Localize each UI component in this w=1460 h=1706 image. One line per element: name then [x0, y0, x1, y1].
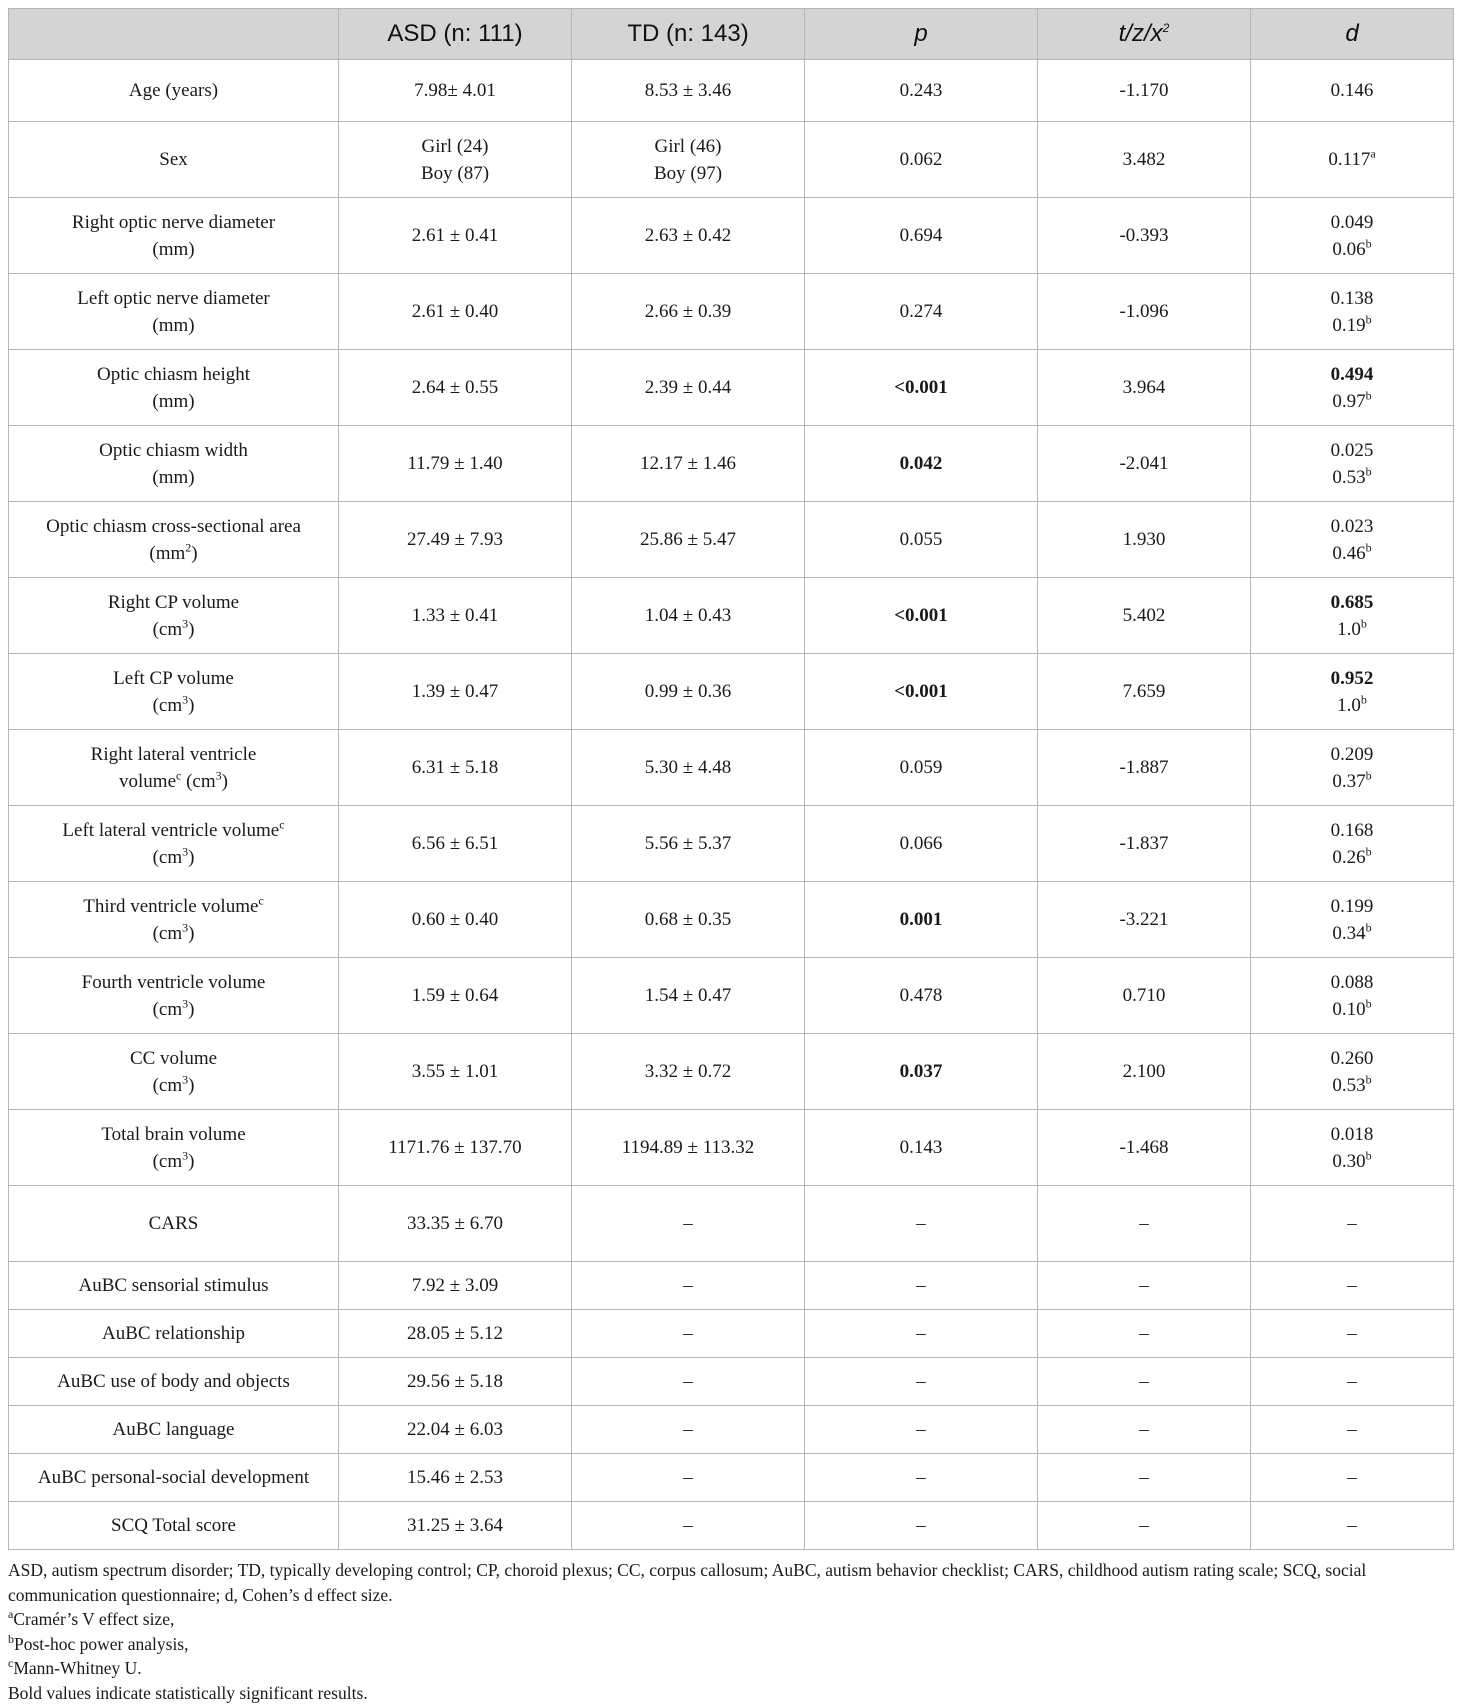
table-row: [9, 654, 1454, 730]
d-value-line: –: [1347, 1371, 1357, 1392]
row-label-line: AuBC use of body and objects: [57, 1371, 290, 1392]
d-value: [1251, 1358, 1454, 1406]
table-row: [9, 1310, 1454, 1358]
asd-value-line: 22.04 ± 6.03: [407, 1419, 503, 1440]
row-label-line: $(cm^3)$: [152, 1072, 195, 1096]
td-value-line: 0.99 ± 0.36: [644, 681, 732, 702]
stat-value: -0.393: [1038, 198, 1251, 274]
row-label: [9, 1406, 339, 1454]
table-row: [9, 1186, 1454, 1262]
row-label-line: volume$^c$ $(cm^3)$: [119, 768, 228, 792]
td-value: [572, 730, 805, 806]
d-value-line: 0.199: [1330, 895, 1374, 917]
row-label-line: Sex: [159, 149, 188, 170]
td-value-line: 12.17 ± 1.46: [640, 453, 736, 474]
asd-value-line: 1.59 ± 0.64: [411, 985, 499, 1006]
p-value: <0.001: [805, 654, 1038, 730]
asd-value: [339, 1358, 572, 1406]
row-label-line: CARS: [148, 1213, 199, 1234]
d-value-line: 0.023: [1330, 515, 1374, 537]
row-label-line: Left CP volume: [113, 667, 234, 689]
header-asd: ASD (n: 111): [339, 9, 572, 60]
td-value-line: –: [683, 1371, 693, 1392]
asd-value: [339, 882, 572, 958]
d-value: [1251, 1310, 1454, 1358]
td-value-line: 0.68 ± 0.35: [644, 909, 732, 930]
table-row: [9, 1110, 1454, 1186]
td-value-line: 25.86 ± 5.47: [640, 529, 736, 550]
header-stat: $t/z/x^2$: [1038, 9, 1251, 60]
header-d: d: [1251, 9, 1454, 60]
d-value-line: 0.168: [1330, 819, 1374, 841]
td-value-line: –: [683, 1515, 693, 1536]
row-label: [9, 198, 339, 274]
stat-value: -1.837: [1038, 806, 1251, 882]
d-value-line: –: [1347, 1213, 1357, 1234]
header-row: [9, 9, 1454, 60]
footnote-c: $^c$Mann-Whitney U.: [8, 1656, 142, 1679]
d-value-line: 0.018: [1330, 1123, 1374, 1145]
p-value: 0.478: [805, 958, 1038, 1034]
stat-value: –: [1038, 1186, 1251, 1262]
td-value-line: 8.53 ± 3.46: [644, 80, 732, 101]
asd-value: [339, 1310, 572, 1358]
td-value-line: 5.56 ± 5.37: [644, 833, 732, 854]
td-value-line: Boy (97): [653, 162, 723, 184]
asd-value-line: 15.46 ± 2.53: [407, 1467, 503, 1488]
row-label-line: Third ventricle volume$^c$: [83, 893, 264, 917]
row-label: [9, 1034, 339, 1110]
asd-value-line: 6.31 ± 5.18: [411, 757, 499, 778]
row-label-line: $(mm^2)$: [149, 540, 198, 564]
td-value: [572, 122, 805, 198]
stat-value: –: [1038, 1262, 1251, 1310]
row-label: [9, 1502, 339, 1550]
td-value-line: –: [683, 1467, 693, 1488]
asd-value-line: 1.39 ± 0.47: [411, 681, 499, 702]
d-value-line: 1.0$^b$: [1337, 692, 1367, 716]
asd-value: [339, 1034, 572, 1110]
p-value: 0.274: [805, 274, 1038, 350]
stat-value: 3.482: [1038, 122, 1251, 198]
td-value-line: 1194.89 ± 113.32: [621, 1137, 755, 1158]
row-label-line: (mm): [152, 314, 195, 336]
stat-value: 7.659: [1038, 654, 1251, 730]
footnote-abbreviations: ASD, autism spectrum disorder; TD, typically developing control; CP, choroid plexus; CC, corpus callosum; AuBC, autism behavior checklist; CARS, childhood autism rating scale; SCQ, social communication questionnaire; d, Cohen’s d effect size.: [8, 1560, 1367, 1605]
stat-value: 0.710: [1038, 958, 1251, 1034]
d-value: [1251, 1186, 1454, 1262]
p-value: –: [805, 1310, 1038, 1358]
d-value-line: –: [1347, 1323, 1357, 1344]
td-value: [572, 1262, 805, 1310]
asd-value: [339, 502, 572, 578]
results-table: [8, 8, 1454, 1550]
d-value: [1251, 426, 1454, 502]
stat-value: –: [1038, 1454, 1251, 1502]
td-value-line: –: [683, 1323, 693, 1344]
d-value-line: 0.049: [1330, 211, 1374, 233]
p-value: 0.694: [805, 198, 1038, 274]
header-td: TD (n: 143): [572, 9, 805, 60]
row-label: [9, 1310, 339, 1358]
row-label-line: (mm): [152, 390, 195, 412]
td-value: [572, 1034, 805, 1110]
asd-value-line: 29.56 ± 5.18: [407, 1371, 503, 1392]
d-value-line: 0.97$^b$: [1332, 388, 1372, 412]
stat-value: -1.096: [1038, 274, 1251, 350]
p-value: 0.143: [805, 1110, 1038, 1186]
d-value-line: 0.494: [1330, 363, 1374, 385]
asd-value-line: 1.33 ± 0.41: [411, 605, 499, 626]
asd-value: [339, 1406, 572, 1454]
d-value-line: 0.37$^b$: [1332, 768, 1372, 792]
p-value: 0.243: [805, 60, 1038, 122]
d-value: [1251, 882, 1454, 958]
asd-value: [339, 274, 572, 350]
td-value-line: 1.04 ± 0.43: [644, 605, 732, 626]
header-p: p: [805, 9, 1038, 60]
d-value: [1251, 1110, 1454, 1186]
td-value: [572, 1502, 805, 1550]
row-label-line: (mm): [152, 238, 195, 260]
row-label: [9, 1186, 339, 1262]
row-label: [9, 502, 339, 578]
table-row: [9, 350, 1454, 426]
d-value-line: 0.260: [1330, 1047, 1374, 1069]
row-label-line: SCQ Total score: [111, 1515, 236, 1536]
asd-value-line: 2.61 ± 0.41: [411, 225, 499, 246]
row-label-line: Optic chiasm cross-sectional area: [46, 515, 301, 537]
d-value-line: 0.117$^a$: [1328, 146, 1376, 170]
p-value: 0.062: [805, 122, 1038, 198]
d-value-line: 0.138: [1330, 287, 1374, 309]
asd-value-line: 3.55 ± 1.01: [411, 1061, 499, 1082]
row-label: [9, 122, 339, 198]
td-value-line: –: [683, 1213, 693, 1234]
table-row: [9, 1502, 1454, 1550]
d-value-line: –: [1347, 1275, 1357, 1296]
stat-value: 3.964: [1038, 350, 1251, 426]
d-value: [1251, 578, 1454, 654]
row-label: [9, 274, 339, 350]
asd-value-line: 27.49 ± 7.93: [407, 529, 503, 550]
row-label-line: $(cm^3)$: [152, 920, 195, 944]
asd-value-line: 11.79 ± 1.40: [407, 453, 503, 474]
asd-value: [339, 730, 572, 806]
td-value-line: 3.32 ± 0.72: [644, 1061, 732, 1082]
table-row: [9, 958, 1454, 1034]
row-label: [9, 578, 339, 654]
td-value: [572, 1310, 805, 1358]
stat-value: -1.170: [1038, 60, 1251, 122]
td-value: [572, 1454, 805, 1502]
d-value-line: 0.34$^b$: [1332, 920, 1372, 944]
td-value: [572, 198, 805, 274]
table-row: [9, 1358, 1454, 1406]
row-label: [9, 958, 339, 1034]
table-row: [9, 1034, 1454, 1110]
row-label: [9, 654, 339, 730]
asd-value: [339, 1110, 572, 1186]
td-value: [572, 806, 805, 882]
d-value-line: 0.088: [1330, 971, 1374, 993]
footnote-bold-note: Bold values indicate statistically significant results.: [8, 1682, 368, 1703]
asd-value: [339, 1262, 572, 1310]
row-label-line: (mm): [152, 466, 195, 488]
stat-value: -1.468: [1038, 1110, 1251, 1186]
asd-value: [339, 1454, 572, 1502]
stat-value: 2.100: [1038, 1034, 1251, 1110]
row-label: [9, 60, 339, 122]
td-value: [572, 502, 805, 578]
d-value-line: 0.53$^b$: [1332, 1072, 1372, 1096]
d-value-line: 0.146: [1330, 80, 1374, 101]
p-value: –: [805, 1358, 1038, 1406]
td-value-line: 2.66 ± 0.39: [644, 301, 732, 322]
d-value: [1251, 654, 1454, 730]
stat-value: -1.887: [1038, 730, 1251, 806]
td-value: [572, 654, 805, 730]
d-value: [1251, 60, 1454, 122]
d-value: [1251, 122, 1454, 198]
row-label-line: CC volume: [129, 1047, 218, 1069]
td-value: [572, 882, 805, 958]
p-value: –: [805, 1502, 1038, 1550]
td-value-line: 5.30 ± 4.48: [644, 757, 732, 778]
d-value-line: 0.53$^b$: [1332, 464, 1372, 488]
asd-value-line: 2.64 ± 0.55: [411, 377, 499, 398]
p-value: 0.001: [805, 882, 1038, 958]
asd-value-line: 7.98± 4.01: [414, 80, 496, 101]
d-value: [1251, 502, 1454, 578]
row-label: [9, 1454, 339, 1502]
table-row: [9, 1262, 1454, 1310]
row-label-line: Right lateral ventricle: [90, 743, 257, 765]
asd-value: [339, 198, 572, 274]
row-label-line: $(cm^3)$: [152, 996, 195, 1020]
p-value: –: [805, 1186, 1038, 1262]
td-value: [572, 958, 805, 1034]
row-label-line: Age (years): [128, 80, 219, 101]
footnote-a: $^a$Cramér’s V effect size,: [8, 1607, 175, 1630]
asd-value-line: 31.25 ± 3.64: [407, 1515, 503, 1536]
p-value: <0.001: [805, 350, 1038, 426]
d-value: [1251, 1502, 1454, 1550]
td-value: [572, 426, 805, 502]
table-row: [9, 882, 1454, 958]
row-label: [9, 882, 339, 958]
asd-value-line: 7.92 ± 3.09: [411, 1275, 499, 1296]
table-row: [9, 578, 1454, 654]
row-label: [9, 730, 339, 806]
td-value-line: Girl (46): [654, 135, 722, 157]
asd-value: [339, 806, 572, 882]
table-row: [9, 730, 1454, 806]
d-value-line: –: [1347, 1419, 1357, 1440]
d-value-line: 0.19$^b$: [1332, 312, 1372, 336]
row-label-line: Fourth ventricle volume: [81, 971, 266, 993]
p-value: 0.066: [805, 806, 1038, 882]
td-value: [572, 350, 805, 426]
row-label-line: $(cm^3)$: [152, 844, 195, 868]
table-footnotes: [8, 1558, 1453, 1706]
stat-value: –: [1038, 1502, 1251, 1550]
d-value-line: 0.10$^b$: [1332, 996, 1372, 1020]
d-value: [1251, 958, 1454, 1034]
table-row: [9, 60, 1454, 122]
asd-value: [339, 578, 572, 654]
row-label-line: Right CP volume: [107, 591, 240, 613]
td-value-line: 1.54 ± 0.47: [644, 985, 732, 1006]
asd-value: [339, 122, 572, 198]
row-label-line: Optic chiasm width: [99, 439, 248, 461]
stat-value: -2.041: [1038, 426, 1251, 502]
stat-value: -3.221: [1038, 882, 1251, 958]
row-label-line: Right optic nerve diameter: [71, 211, 276, 233]
row-label: [9, 426, 339, 502]
row-label-line: Left lateral ventricle volume$^c$: [62, 817, 285, 841]
stat-value: 5.402: [1038, 578, 1251, 654]
asd-value: [339, 1186, 572, 1262]
stat-value: –: [1038, 1310, 1251, 1358]
td-value: [572, 1110, 805, 1186]
d-value: [1251, 1034, 1454, 1110]
p-value: –: [805, 1406, 1038, 1454]
asd-value-line: 33.35 ± 6.70: [407, 1213, 503, 1234]
row-label-line: AuBC sensorial stimulus: [78, 1275, 269, 1296]
asd-value-line: 0.60 ± 0.40: [411, 909, 499, 930]
td-value-line: 2.63 ± 0.42: [644, 225, 732, 246]
td-value: [572, 60, 805, 122]
asd-value-line: 28.05 ± 5.12: [407, 1323, 503, 1344]
row-label-line: Left optic nerve diameter: [77, 287, 270, 309]
d-value-line: –: [1347, 1467, 1357, 1488]
asd-value-line: Girl (24): [421, 135, 489, 157]
row-label-line: $(cm^3)$: [152, 692, 195, 716]
row-label-line: AuBC relationship: [101, 1323, 246, 1344]
d-value-line: –: [1347, 1515, 1357, 1536]
p-value: –: [805, 1262, 1038, 1310]
row-label: [9, 350, 339, 426]
td-value: [572, 578, 805, 654]
d-value-line: 0.30$^b$: [1332, 1148, 1372, 1172]
row-label-line: Total brain volume: [101, 1123, 246, 1145]
p-value: 0.055: [805, 502, 1038, 578]
table-body: [9, 60, 1454, 1550]
stat-value: –: [1038, 1406, 1251, 1454]
row-label-line: AuBC language: [112, 1419, 235, 1440]
d-value: [1251, 1454, 1454, 1502]
p-value: 0.037: [805, 1034, 1038, 1110]
d-value-line: 0.46$^b$: [1332, 540, 1372, 564]
asd-value-line: 2.61 ± 0.40: [411, 301, 499, 322]
row-label-line: $(cm^3)$: [152, 616, 195, 640]
asd-value: [339, 1502, 572, 1550]
asd-value: [339, 350, 572, 426]
table-row: [9, 806, 1454, 882]
d-value-line: 0.06$^b$: [1332, 236, 1372, 260]
asd-value: [339, 654, 572, 730]
table-row: [9, 1406, 1454, 1454]
asd-value: [339, 426, 572, 502]
header-empty: [9, 9, 339, 60]
table-row: [9, 502, 1454, 578]
asd-value-line: 1171.76 ± 137.70: [388, 1137, 522, 1158]
row-label: [9, 1262, 339, 1310]
td-value: [572, 1186, 805, 1262]
table-row: [9, 122, 1454, 198]
d-value: [1251, 730, 1454, 806]
asd-value-line: Boy (87): [420, 162, 490, 184]
table-row: [9, 198, 1454, 274]
td-value-line: 2.39 ± 0.44: [644, 377, 732, 398]
td-value-line: –: [683, 1275, 693, 1296]
d-value: [1251, 1406, 1454, 1454]
d-value-line: 0.685: [1330, 591, 1374, 613]
d-value-line: 0.209: [1330, 743, 1374, 765]
footnote-b: $^b$Post-hoc power analysis,: [8, 1631, 189, 1654]
asd-value-line: 6.56 ± 6.51: [411, 833, 499, 854]
row-label: [9, 806, 339, 882]
d-value: [1251, 806, 1454, 882]
d-value-line: 0.025: [1330, 439, 1374, 461]
td-value: [572, 1358, 805, 1406]
table-row: [9, 1454, 1454, 1502]
d-value: [1251, 274, 1454, 350]
p-value: 0.042: [805, 426, 1038, 502]
d-value: [1251, 198, 1454, 274]
td-value: [572, 274, 805, 350]
d-value-line: 0.26$^b$: [1332, 844, 1372, 868]
d-value-line: 0.952: [1330, 667, 1374, 689]
d-value-line: 1.0$^b$: [1337, 616, 1367, 640]
table-row: [9, 274, 1454, 350]
td-value: [572, 1406, 805, 1454]
d-value: [1251, 350, 1454, 426]
p-value: <0.001: [805, 578, 1038, 654]
table-row: [9, 426, 1454, 502]
stat-value: –: [1038, 1358, 1251, 1406]
stat-value: 1.930: [1038, 502, 1251, 578]
p-value: –: [805, 1454, 1038, 1502]
p-value: 0.059: [805, 730, 1038, 806]
row-label-line: Optic chiasm height: [96, 363, 251, 385]
d-value: [1251, 1262, 1454, 1310]
row-label-line: $(cm^3)$: [152, 1148, 195, 1172]
td-value-line: –: [683, 1419, 693, 1440]
asd-value: [339, 60, 572, 122]
asd-value: [339, 958, 572, 1034]
row-label: [9, 1358, 339, 1406]
row-label-line: AuBC personal-social development: [37, 1467, 310, 1488]
row-label: [9, 1110, 339, 1186]
